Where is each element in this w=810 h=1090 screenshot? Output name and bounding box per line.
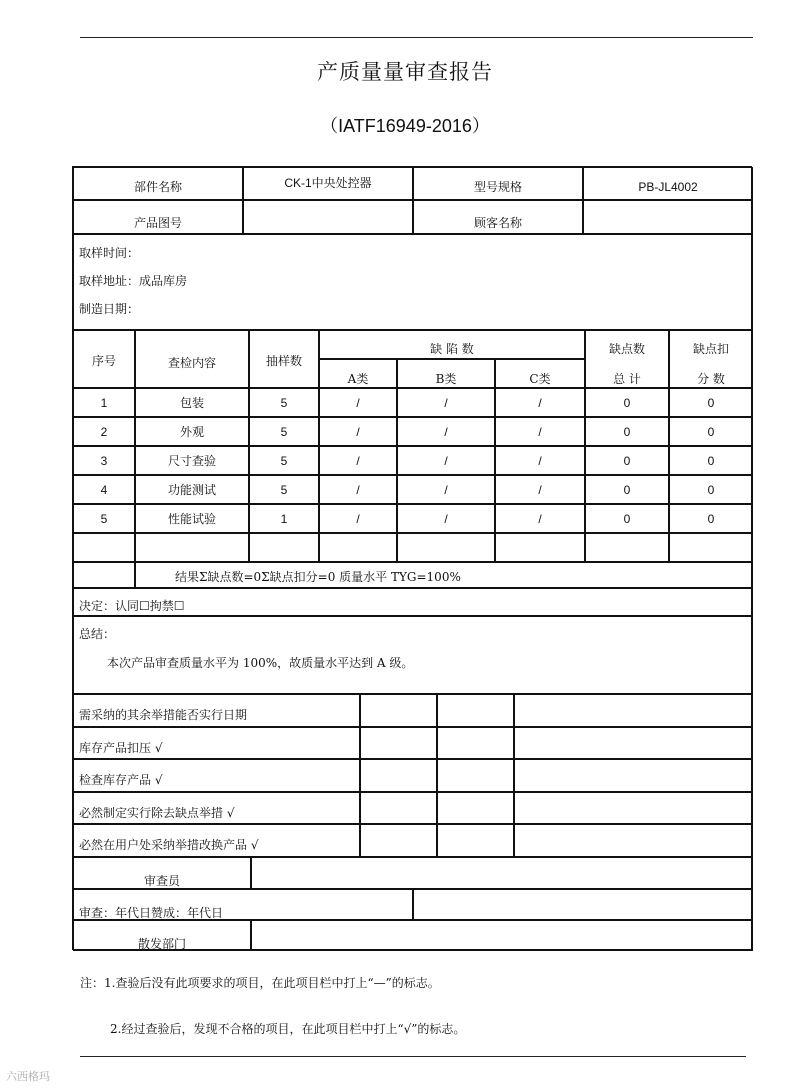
issue-dept-value-cell <box>251 920 753 951</box>
cell-a: / <box>356 454 360 468</box>
action-row <box>437 694 514 727</box>
reviewer-value-cell <box>251 857 753 889</box>
cell-deduct: 0 <box>707 425 715 439</box>
cell-b: / <box>444 454 448 468</box>
product-no-label: 产品图号 <box>133 216 182 230</box>
cell-deduct: 0 <box>707 396 715 410</box>
cell-item: 尺寸查验 <box>167 454 216 468</box>
action-row <box>437 792 514 825</box>
summary-box <box>73 616 753 694</box>
result-text: 结果Σ缺点数=0Σ缺点扣分=0 质量水平 TYG=100% <box>175 570 461 584</box>
table-row <box>585 533 669 562</box>
action-row <box>360 792 437 825</box>
cell-no: 2 <box>100 425 108 439</box>
table-row <box>397 533 495 562</box>
action-row <box>360 694 437 727</box>
action-row <box>514 824 753 857</box>
cell-item: 外观 <box>179 425 204 439</box>
col-total-1: 缺点数 <box>608 342 645 356</box>
cell-b: / <box>444 425 448 439</box>
action-item: 需采纳的其余举措能否实行日期 <box>79 708 248 722</box>
cell-sample: 5 <box>280 396 288 410</box>
cell-no: 3 <box>100 454 108 468</box>
cell-a: / <box>356 396 360 410</box>
cell-c: / <box>538 396 542 410</box>
action-row <box>360 824 437 857</box>
action-row <box>437 759 514 792</box>
cell-b: / <box>444 512 448 526</box>
col-item: 查检内容 <box>167 356 216 370</box>
col-a: A类 <box>347 372 369 386</box>
table-row <box>319 533 397 562</box>
cell-deduct: 0 <box>707 454 715 468</box>
summary-label: 总结： <box>79 627 116 641</box>
approval-value-cell <box>413 889 753 920</box>
action-item: 检查库存产品 √ <box>79 773 163 788</box>
note-1: 注：1.查验后没有此项要求的项目，在此项目栏中打上“—”的标志。 <box>80 976 440 990</box>
cell-c: / <box>538 454 542 468</box>
cell-total: 0 <box>623 425 631 439</box>
cell-a: / <box>356 425 360 439</box>
cell-sample: 5 <box>280 454 288 468</box>
approval-text: 审查：年代日赞成：年代日 <box>79 906 224 920</box>
cell-sample: 5 <box>280 483 288 497</box>
cell-sample: 1 <box>280 512 288 526</box>
action-item: 库存产品扣压 √ <box>79 740 163 755</box>
watermark: 六西格玛 <box>6 1070 50 1083</box>
cell-a: / <box>356 512 360 526</box>
action-row <box>514 759 753 792</box>
col-c: C类 <box>529 372 551 386</box>
page-title: 产质量量审查报告 <box>317 60 493 84</box>
cell-deduct: 0 <box>707 483 715 497</box>
action-item: 必然制定实行除去缺点举措 √ <box>79 805 235 820</box>
action-row <box>514 694 753 727</box>
customer-label: 顾客名称 <box>473 216 522 230</box>
col-no: 序号 <box>91 354 116 368</box>
table-row <box>135 533 249 562</box>
table-row <box>495 533 585 562</box>
cell-total: 0 <box>623 454 631 468</box>
cell-total: 0 <box>623 396 631 410</box>
issue-dept-label: 散发部门 <box>137 937 186 951</box>
summary-text: 本次产品审查质量水平为 100%，故质量水平达到 A 级。 <box>107 656 414 670</box>
action-row <box>437 824 514 857</box>
sampling-location: 取样地址：成品库房 <box>79 274 188 288</box>
cell-total: 0 <box>623 512 631 526</box>
cell-b: / <box>444 483 448 497</box>
top-rule <box>80 37 753 38</box>
model-label: 型号规格 <box>473 180 522 194</box>
table-row <box>249 533 319 562</box>
cell-total: 0 <box>623 483 631 497</box>
manufacture-date: 制造日期： <box>79 302 140 316</box>
page-subtitle: （IATF16949-2016） <box>320 116 490 136</box>
col-total-2: 总 计 <box>613 372 641 386</box>
cell-no: 4 <box>100 483 108 497</box>
cell-a: / <box>356 483 360 497</box>
cell-item: 功能测试 <box>167 483 216 497</box>
col-defects: 缺 陷 数 <box>430 342 474 356</box>
cell-item: 性能试验 <box>167 512 216 526</box>
cell-b: / <box>444 396 448 410</box>
cell-c: / <box>538 512 542 526</box>
col-deduct-2: 分 数 <box>697 372 725 386</box>
action-row <box>437 727 514 760</box>
part-name-value: CK-1中央处控器 <box>284 176 372 190</box>
note-2: 2.经过查验后，发现不合格的项目，在此项目栏中打上“√”的标志。 <box>110 1022 466 1036</box>
report-form <box>72 166 752 950</box>
action-item: 必然在用户处采纳举措改换产品 √ <box>79 838 259 853</box>
reviewer-label: 审查员 <box>143 874 180 888</box>
cell-no: 5 <box>100 512 108 526</box>
table-row <box>669 533 753 562</box>
sampling-time: 取样时间： <box>79 246 140 260</box>
action-row <box>514 792 753 825</box>
cell-c: / <box>538 483 542 497</box>
action-row <box>514 727 753 760</box>
action-row <box>360 759 437 792</box>
model-value: PB-JL4002 <box>638 180 698 194</box>
cell-c: / <box>538 425 542 439</box>
table-row <box>73 533 135 562</box>
part-name-label: 部件名称 <box>133 180 182 194</box>
cell-item: 包装 <box>179 396 204 410</box>
cell-deduct: 0 <box>707 512 715 526</box>
col-deduct-1: 缺点扣 <box>692 342 729 356</box>
header-cell <box>583 200 753 234</box>
cell-no: 1 <box>100 396 108 410</box>
action-row <box>360 727 437 760</box>
cell-sample: 5 <box>280 425 288 439</box>
bottom-rule <box>80 1056 746 1057</box>
header-cell <box>243 200 413 234</box>
decision-text: 决定：认同☐拘禁☐ <box>79 599 185 613</box>
result-row-lead <box>73 562 135 588</box>
col-sample: 抽样数 <box>265 354 302 368</box>
col-b: B类 <box>435 372 457 386</box>
